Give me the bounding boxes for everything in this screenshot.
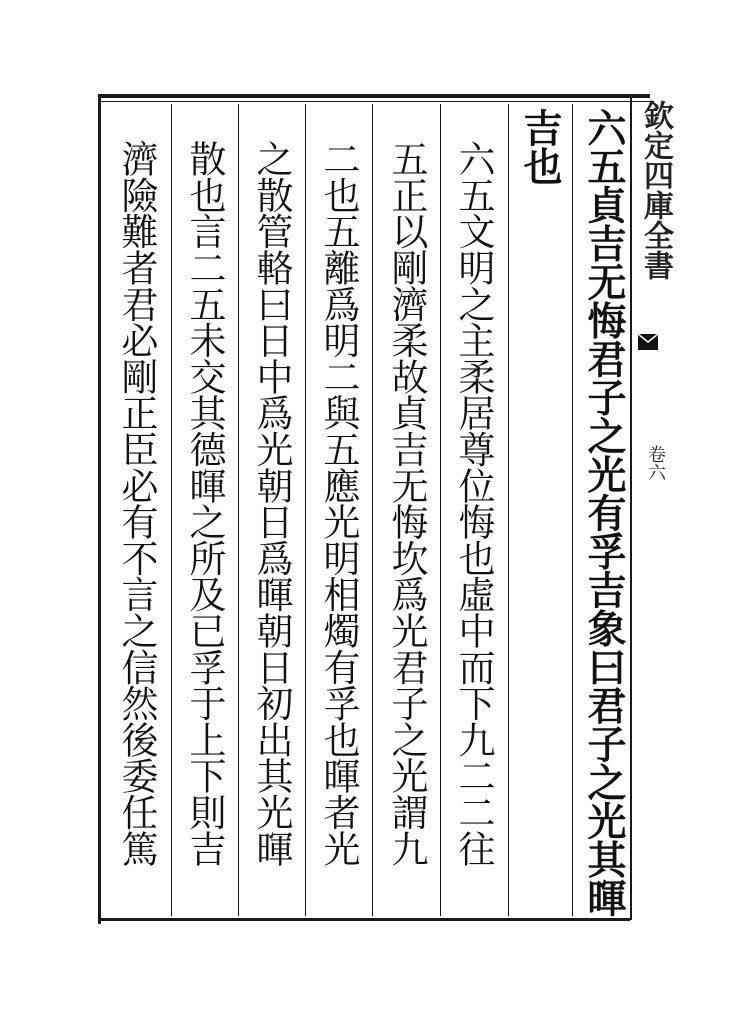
column-divider [572,104,573,916]
column-divider [171,104,172,916]
left-border [98,94,101,924]
volume-label: 卷六 [645,445,666,481]
text-column-1: 六五貞吉无悔君子之光有孚吉象曰君子之光其暉 [581,108,627,917]
text-column-8: 濟險難者君必剛正臣必有不言之信然後委任篤 [115,140,158,867]
fish-tail-mark-icon [636,330,660,354]
text-column-3: 六五文明之主柔居尊位悔也虛中而下九二二往 [452,140,495,867]
column-divider [238,104,239,916]
text-column-5: 二也五離爲明二與五應光明相燭有孚也暉者光 [317,140,360,867]
text-column-6: 之散管輅曰日中爲光朝日爲暉朝日初出其光暉 [250,140,293,867]
text-column-4: 五正以剛濟柔故貞吉无悔坎爲光君子之光謂九 [385,140,428,867]
column-divider [440,104,441,916]
right-border [630,94,632,920]
column-divider [508,104,509,916]
text-column-2: 吉也 [517,108,563,185]
top-border [100,94,650,98]
book-title: 欽定四庫全書 [638,100,673,280]
text-column-7: 散也言二五未交其德暉之所及已孚于上下則吉 [183,140,226,867]
bottom-border [100,918,630,921]
column-divider [372,104,373,916]
top-inner-border [100,101,650,102]
column-divider [305,104,306,916]
